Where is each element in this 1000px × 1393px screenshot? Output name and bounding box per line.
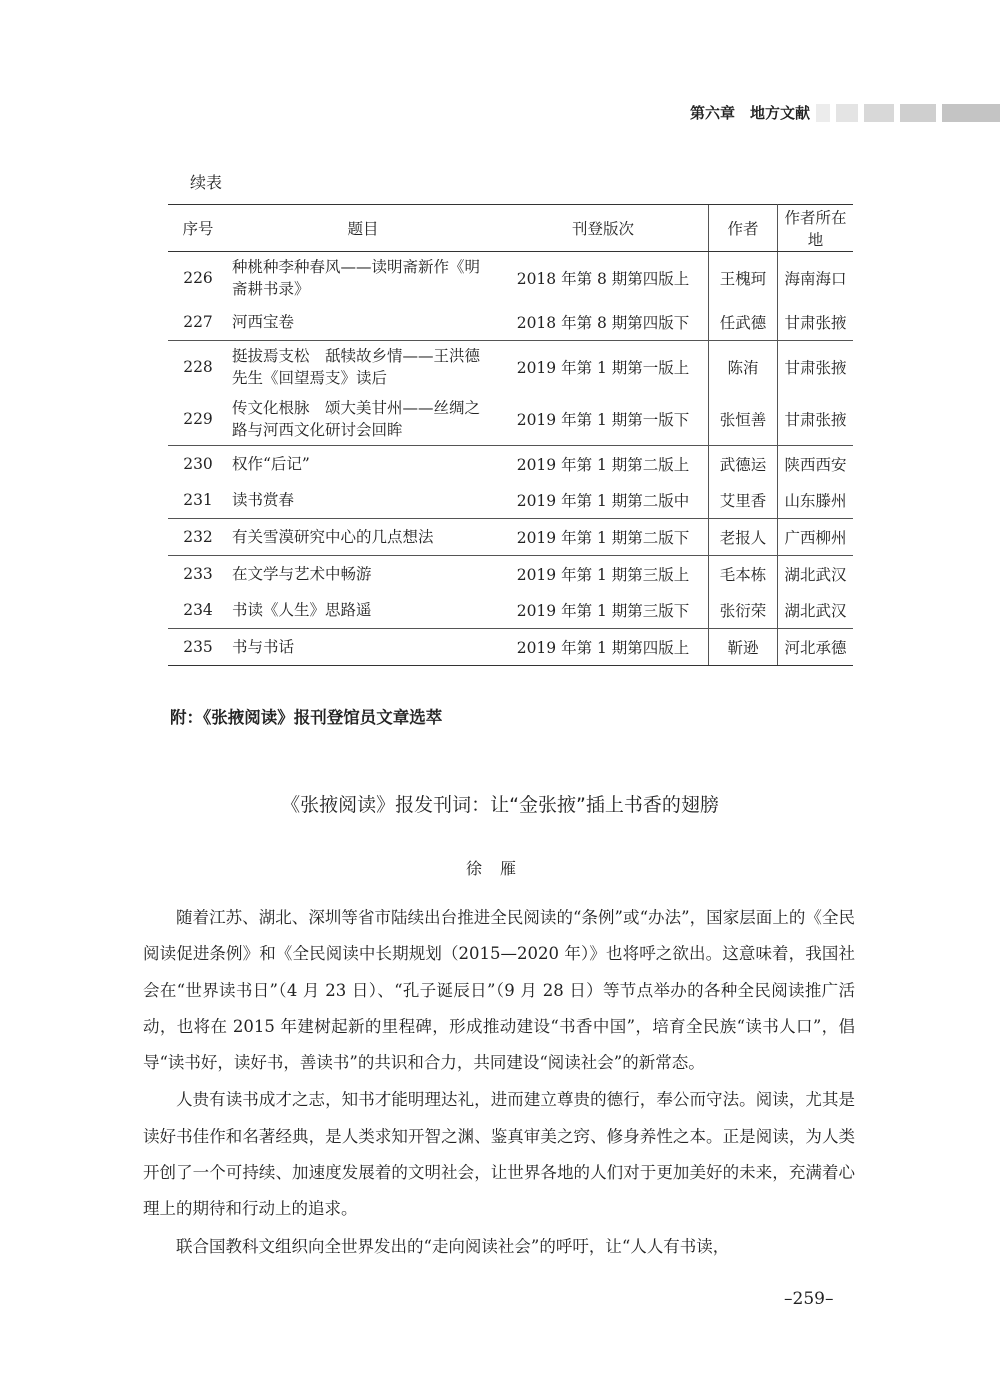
row-author: 靳逊 xyxy=(709,629,778,666)
row-number: 229 xyxy=(183,410,213,428)
column-header-place: 作者所在地 xyxy=(778,205,854,252)
row-title: 书读《人生》思路遥 xyxy=(232,601,372,619)
row-issue: 2019 年第 1 期第三版上 xyxy=(498,556,709,593)
row-number: 235 xyxy=(168,629,228,666)
table-row xyxy=(168,304,853,341)
table-continued-label: 续表 xyxy=(190,173,223,192)
paragraph: 联合国教科文组织向全世界发出的“走向阅读社会”的呼吁，让“人人有书读， xyxy=(176,1236,730,1256)
row-number: 231 xyxy=(183,491,213,509)
row-author: 艾里香 xyxy=(709,482,778,519)
row-author: 王槐珂 xyxy=(709,252,778,305)
table-row xyxy=(168,341,853,394)
row-author: 张恒善 xyxy=(709,393,778,446)
header-block xyxy=(836,104,858,122)
table-row xyxy=(168,629,853,666)
page-number: –259– xyxy=(784,1289,834,1309)
table-row xyxy=(168,446,853,483)
row-number: 234 xyxy=(183,601,213,619)
row-place: 山东滕州 xyxy=(784,492,847,510)
row-place: 广西柳州 xyxy=(778,519,854,556)
row-place: 湖北武汉 xyxy=(778,556,854,593)
row-number: 227 xyxy=(183,313,213,331)
row-place: 海南海口 xyxy=(784,270,847,288)
row-place: 甘肃张掖 xyxy=(778,341,854,394)
header-block xyxy=(864,104,894,122)
row-place: 甘肃张掖 xyxy=(784,411,847,429)
table-row xyxy=(168,592,853,629)
table-row xyxy=(168,252,853,305)
row-number: 230 xyxy=(168,446,228,483)
table-row xyxy=(168,482,853,519)
row-number: 226 xyxy=(183,269,213,287)
row-title: 传文化根脉 颂大美甘州——丝绸之路与河西文化研讨会回眸 xyxy=(232,399,481,439)
row-issue: 2019 年第 1 期第二版上 xyxy=(498,446,709,483)
row-title: 有关雪漠研究中心的几点想法 xyxy=(228,519,498,556)
row-author: 张衍荣 xyxy=(709,592,778,629)
column-header-author: 作者 xyxy=(709,205,778,252)
row-issue: 2019 年第 1 期第三版下 xyxy=(516,602,690,620)
row-issue: 2019 年第 1 期第二版下 xyxy=(498,519,709,556)
paragraph: 人贵有读书成才之志，知书才能明理达礼，进而建立尊贵的德行，奉公而守法。阅读，尤其是读好书佳作和名著经典，是人类求知开智之渊、鉴真审美之窍、修身养性之本。正是阅读，为人类开创了一个可持续、加速度发展着的文明社会，让世界各地的人们对于更加美好的未来，充满着心理上的期待和行动上的追求。 xyxy=(143,1090,855,1219)
row-title: 在文学与艺术中畅游 xyxy=(228,556,498,593)
article-author: 徐雁 xyxy=(465,859,534,878)
row-place: 河北承德 xyxy=(778,629,854,666)
row-author: 陈洧 xyxy=(709,341,778,394)
row-author: 毛本栋 xyxy=(709,556,778,593)
row-place: 陕西西安 xyxy=(778,446,854,483)
row-title: 权作“后记” xyxy=(228,446,498,483)
row-place: 甘肃张掖 xyxy=(784,314,847,332)
article-body xyxy=(143,900,855,1266)
article-title: 《张掖阅读》报发刊词：让“金张掖”插上书香的翅膀 xyxy=(281,794,719,816)
table-header-row xyxy=(168,205,853,252)
running-header xyxy=(0,100,1000,126)
row-issue: 2019 年第 1 期第一版下 xyxy=(516,411,690,429)
paragraph: 随着江苏、湖北、深圳等省市陆续出台推进全民阅读的“条例”或“办法”，国家层面上的《全民阅读促进条例》和《全民阅读中长期规划（2015—2020 年）》也将呼之欲出。这意味着，我国社会在“世界读书日”（4 月 23 日）、“孔子诞辰日”（9 月 28 日）等节点举办的各种全民阅读推广活动，也将在 2015 年建树起新的里程碑，形成推动建设“书香中国”，培育全民族“读书人口”，倡导“读书好，读好书，善读书”的共识和合力，共同建设“阅读社会”的新常态。 xyxy=(143,908,855,1073)
table-row xyxy=(168,393,853,446)
row-number: 233 xyxy=(168,556,228,593)
row-title: 河西宝卷 xyxy=(232,313,295,331)
row-title: 读书赏春 xyxy=(232,491,295,509)
row-author: 老报人 xyxy=(709,519,778,556)
row-title: 种桃种李种春风——读明斋新作《明斋耕书录》 xyxy=(232,258,481,298)
column-header-issue: 刊登版次 xyxy=(498,205,709,252)
row-issue: 2019 年第 1 期第二版中 xyxy=(516,492,690,510)
chapter-title: 第六章 地方文献 xyxy=(689,104,810,122)
row-title: 书与书话 xyxy=(228,629,498,666)
row-issue: 2019 年第 1 期第四版上 xyxy=(498,629,709,666)
table-row xyxy=(168,519,853,556)
row-author: 任武德 xyxy=(709,304,778,341)
row-issue: 2018 年第 8 期第四版下 xyxy=(516,314,690,332)
row-number: 228 xyxy=(168,341,228,394)
row-issue: 2018 年第 8 期第四版上 xyxy=(516,270,690,288)
appendix-heading: 附：《张掖阅读》报刊登馆员文章选萃 xyxy=(170,708,443,727)
row-number: 232 xyxy=(168,519,228,556)
row-title: 挺拔焉支松 舐犊故乡情——王洪德先生《回望焉支》读后 xyxy=(228,341,498,394)
row-issue: 2019 年第 1 期第一版上 xyxy=(498,341,709,394)
header-block xyxy=(900,104,936,122)
row-place: 湖北武汉 xyxy=(784,602,847,620)
header-block xyxy=(942,104,1000,122)
article-list-table xyxy=(168,204,853,666)
table-row xyxy=(168,556,853,593)
column-header-no: 序号 xyxy=(168,205,228,252)
column-header-title: 题目 xyxy=(228,205,498,252)
row-author: 武德运 xyxy=(709,446,778,483)
header-block xyxy=(816,104,830,122)
